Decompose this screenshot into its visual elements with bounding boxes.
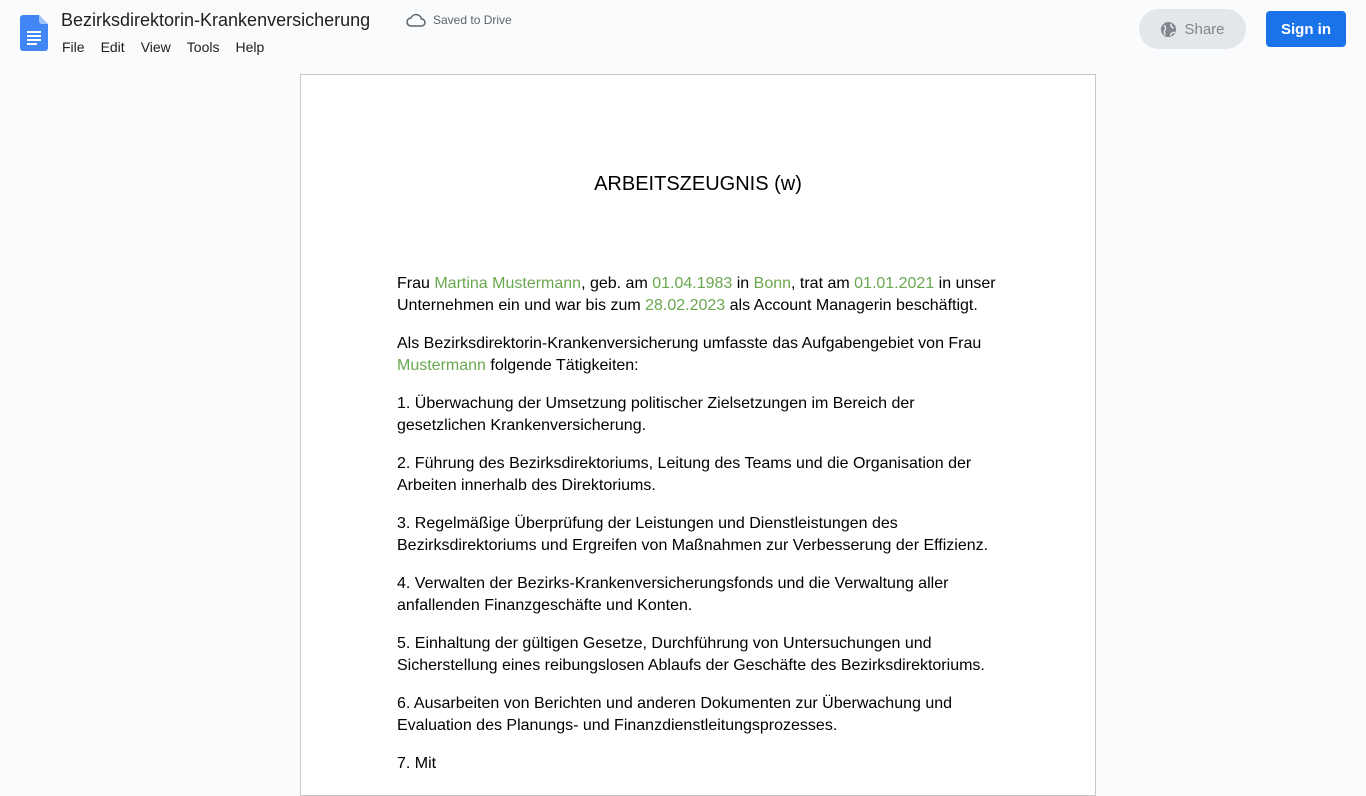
birth-date: 01.04.1983 <box>652 275 733 292</box>
menu-edit[interactable]: Edit <box>100 39 125 55</box>
menu-file[interactable]: File <box>62 39 85 55</box>
birth-city: Bonn <box>753 275 792 292</box>
task-item: 4. Verwalten der Bezirks-Krankenversicherungsfonds und die Verwaltung aller anfallenden Finanzgeschäfte und Konten. <box>397 575 949 614</box>
menu-tools[interactable]: Tools <box>186 39 220 55</box>
tasks-intro-text: folgende Tätigkeiten: <box>485 357 639 374</box>
intro-text: in unser Unternehmen ein und war bis zum <box>397 275 996 314</box>
share-label: Share <box>1184 20 1225 38</box>
document-heading: ARBEITSZEUGNIS (w) <box>594 173 802 195</box>
document-page[interactable] <box>300 74 1096 796</box>
task-item: 2. Führung des Bezirksdirektoriums, Leitung des Teams und die Organisation der Arbeiten innerhalb des Direktoriums. <box>397 455 972 494</box>
task-item: 5. Einhaltung der gültigen Gesetze, Durchführung von Untersuchungen und Sicherstellung eines reibungslosen Ablaufs der Geschäfte des Bezirksdirektoriums. <box>397 635 985 674</box>
share-button[interactable] <box>1139 9 1246 49</box>
intro-paragraph <box>397 273 1001 317</box>
document-body <box>397 273 1001 791</box>
tasks-intro-text: Als Bezirksdirektorin-Krankenversicherung umfasste das Aufgabengebiet von Frau <box>397 335 982 352</box>
globe-icon <box>1160 21 1177 38</box>
employee-name: Martina Mustermann <box>434 275 582 292</box>
google-docs-icon[interactable] <box>20 15 48 51</box>
task-item: 6. Ausarbeiten von Berichten und anderen Dokumenten zur Überwachung und Evaluation des Planungs- und Finanzdienstleitungsprozesses. <box>397 695 953 734</box>
menu-view[interactable]: View <box>140 39 171 55</box>
sign-in-button[interactable]: Sign in <box>1266 11 1346 47</box>
intro-text: Frau <box>397 275 435 292</box>
intro-text: in <box>732 275 754 292</box>
employee-surname: Mustermann <box>397 357 486 374</box>
end-date: 28.02.2023 <box>645 297 726 314</box>
cloud-done-icon <box>406 13 426 27</box>
start-date: 01.01.2021 <box>854 275 935 292</box>
save-status-label: Saved to Drive <box>433 13 512 27</box>
task-item: 7. Mit <box>397 755 437 772</box>
task-item: 1. Überwachung der Umsetzung politischer Zielsetzungen im Bereich der gesetzlichen Krankenversicherung. <box>397 395 915 434</box>
menu-help[interactable]: Help <box>235 39 265 55</box>
save-status[interactable] <box>406 13 512 27</box>
menu-bar <box>54 37 272 57</box>
intro-text: , geb. am <box>581 275 653 292</box>
intro-text: als Account Managerin beschäftigt. <box>725 297 978 314</box>
header-bar <box>0 0 1366 64</box>
tasks-intro-paragraph <box>397 333 1001 377</box>
document-title[interactable]: Bezirksdirektorin-Krankenversicherung <box>61 10 371 30</box>
intro-text: , trat am <box>791 275 855 292</box>
task-item: 3. Regelmäßige Überprüfung der Leistungen und Dienstleistungen des Bezirksdirektoriums und Ergreifen von Maßnahmen zur Verbesserung der Effizienz. <box>397 515 989 554</box>
